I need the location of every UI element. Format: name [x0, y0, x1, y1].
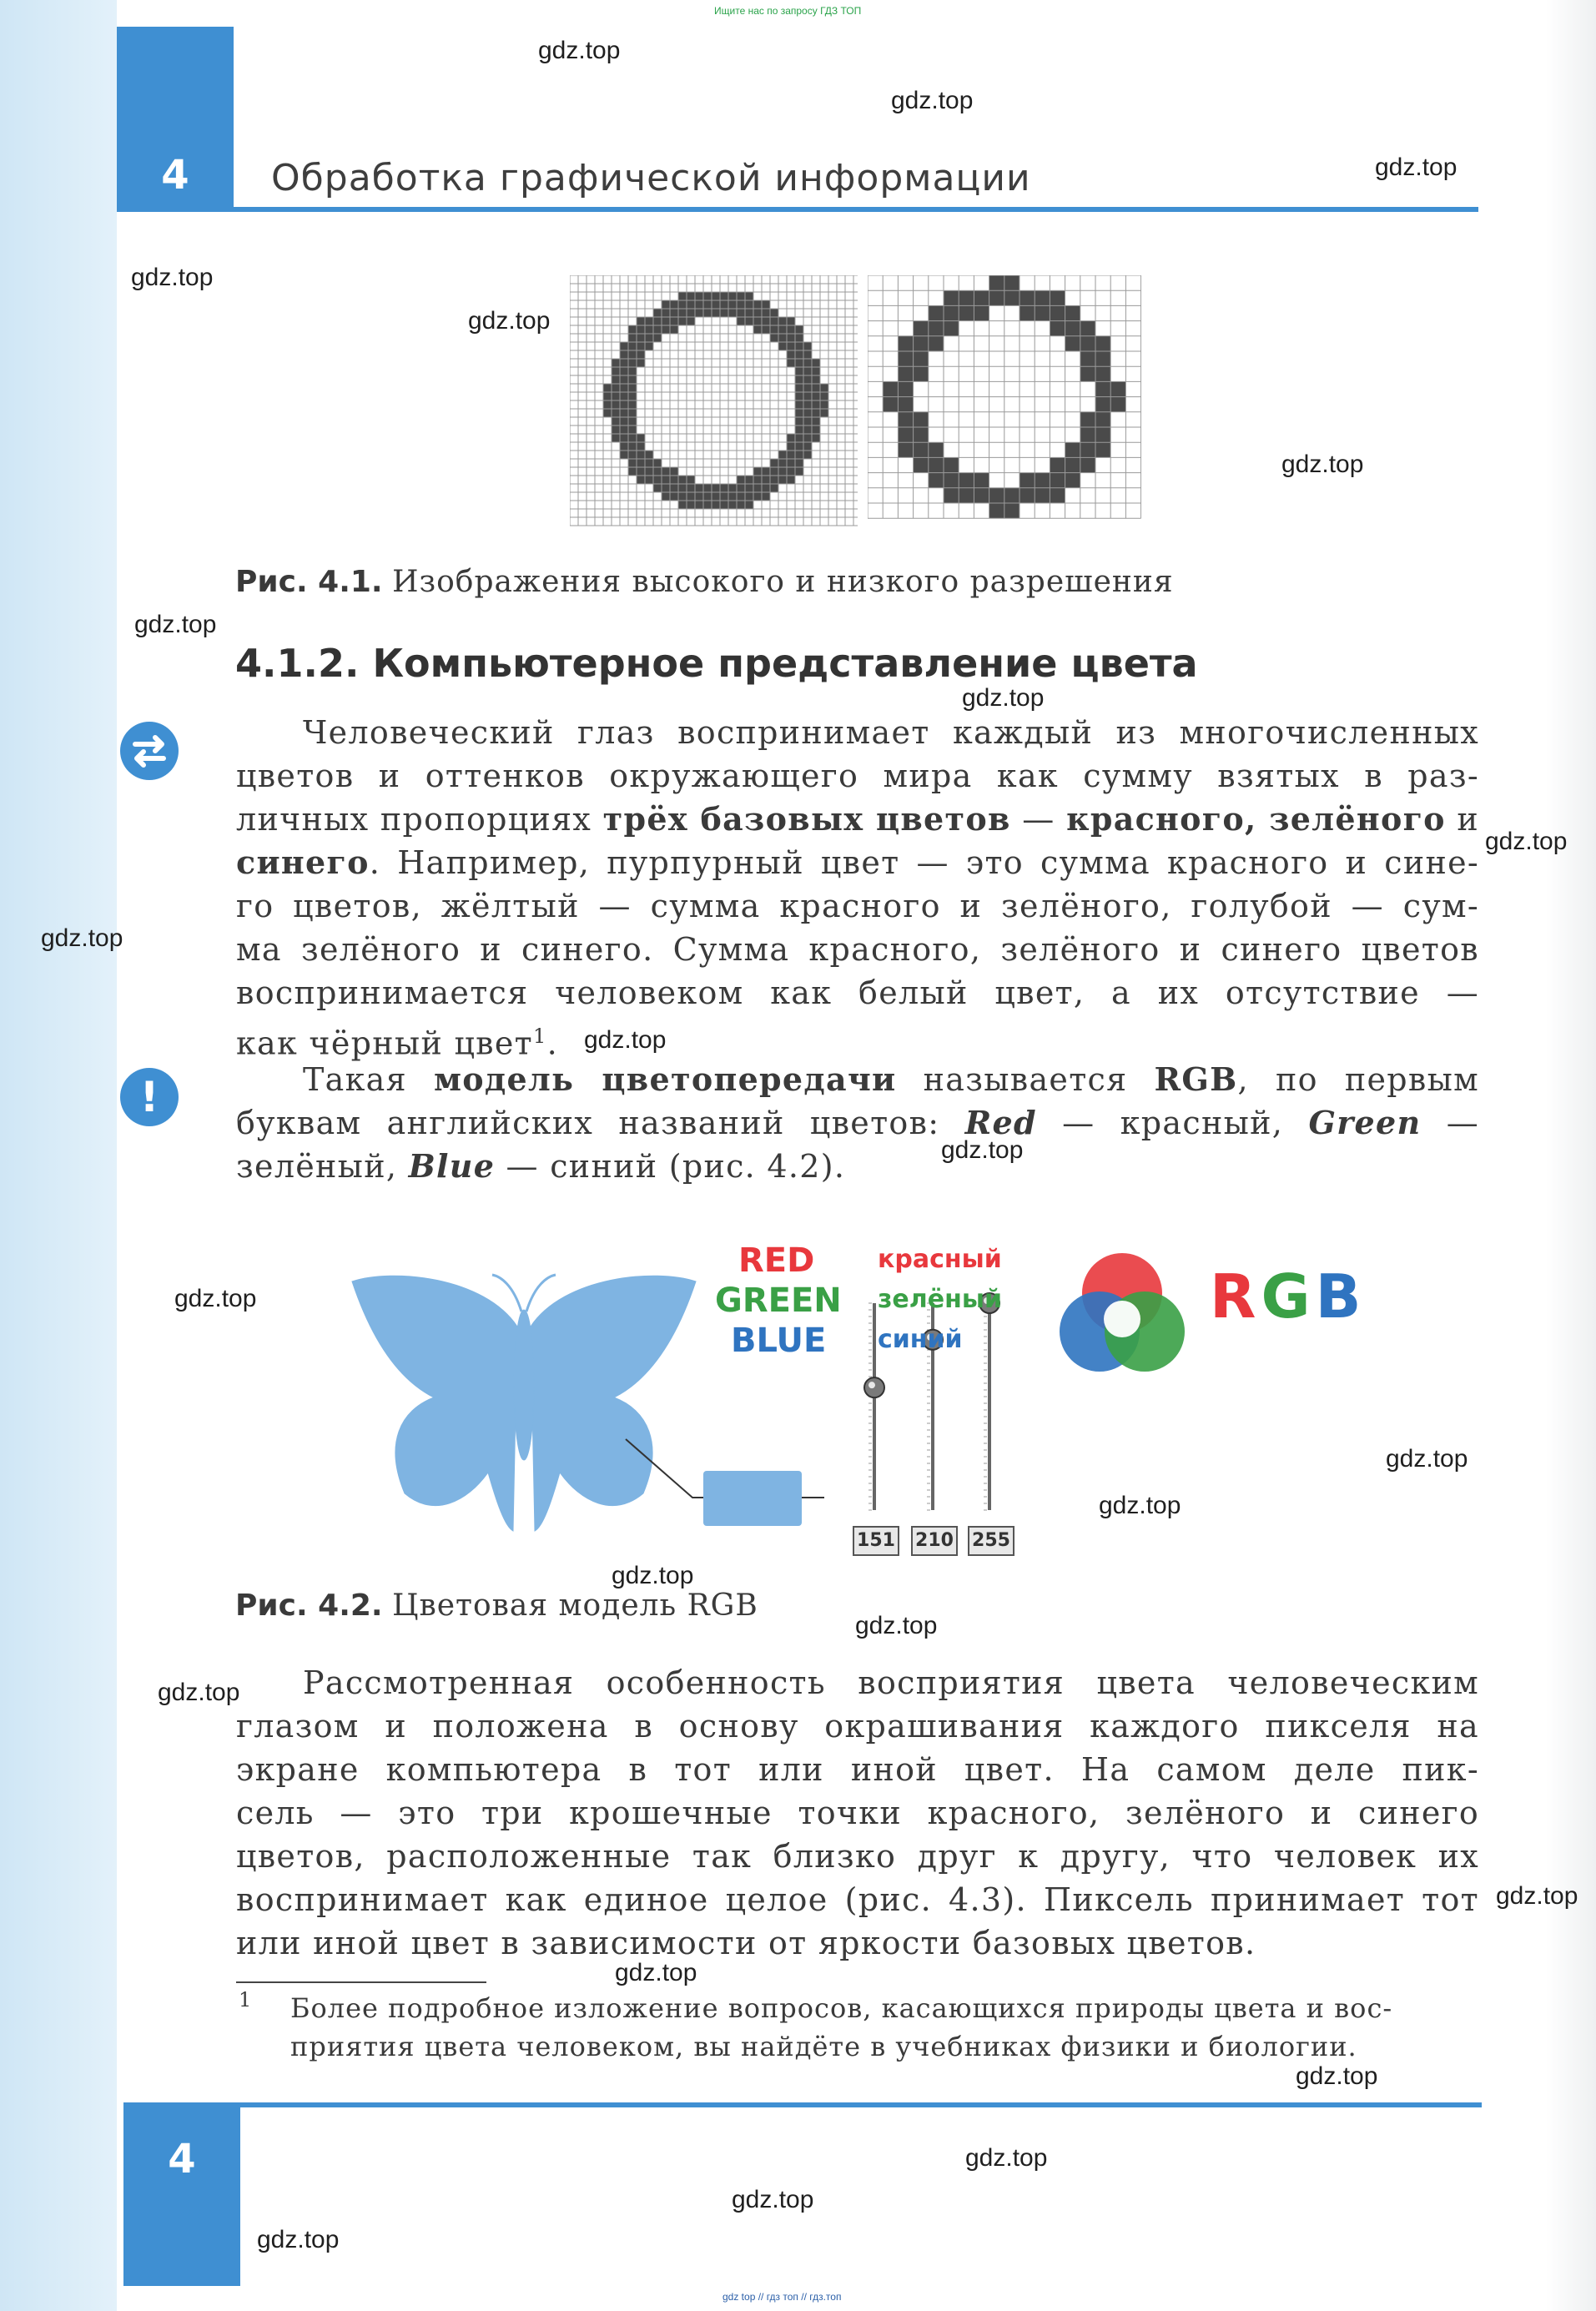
watermark: gdz.top	[1099, 1492, 1181, 1519]
chapter-title: Обработка графической информации	[271, 157, 1031, 199]
watermark: gdz.top	[1386, 1445, 1468, 1473]
slider-knob	[864, 1377, 884, 1397]
rgb-logo-letter: B	[1315, 1261, 1367, 1332]
para1-line-2: цветов и оттенков окружающего мира как сумму взятых в раз-	[236, 758, 1479, 794]
watermark: gdz.top	[962, 684, 1045, 712]
para2-line-1	[236, 1058, 1479, 1101]
footnote-ref: 1	[533, 1025, 547, 1048]
para3-line-1: Рассмотренная особенность восприятия цвета человеческим	[303, 1664, 1479, 1701]
watermark: gdz.top	[158, 1679, 240, 1706]
watermark: gdz.top	[1281, 451, 1364, 478]
watermark: gdz.top	[1296, 2062, 1378, 2090]
page-margin-strip	[0, 0, 117, 2311]
watermark: gdz.top	[468, 307, 551, 335]
chapter-tab	[117, 27, 234, 210]
figure-4-2-text: Цветовая модель RGB	[392, 1588, 758, 1623]
footnote-line-1: Более подробное изложение вопросов, касающихся природы цвета и вос-	[290, 1992, 1393, 2024]
bottom-notice: gdz top // гдз топ // гдз.топ	[722, 2291, 842, 2303]
watermark: gdz.top	[965, 2144, 1048, 2172]
slider-knob-highlight	[868, 1382, 875, 1388]
slider-value-blue: 255	[968, 1526, 1014, 1556]
para2-line-2-a: буквам английских названий цветов:	[236, 1105, 965, 1141]
para1-line-8-end: .	[546, 1025, 558, 1062]
word-krasny: красный	[878, 1245, 1002, 1274]
color-swatch	[703, 1471, 802, 1526]
watermark: gdz.top	[1375, 154, 1458, 181]
para2-line-1-e: , по первым	[1237, 1061, 1479, 1098]
para1-line-3	[236, 798, 1479, 841]
para1-line-5: го цветов, жёлтый — сумма красного и зелёного, голубой — сум-	[236, 888, 1479, 924]
para1-line-3-e: и	[1445, 801, 1479, 838]
rgb-logo-letter: R	[1210, 1261, 1261, 1332]
word-blue: BLUE	[731, 1322, 827, 1360]
footer-rule	[123, 2102, 1482, 2107]
para2-line-2	[236, 1101, 1479, 1145]
para1-line-8-text: как чёрный цвет	[236, 1025, 533, 1062]
para2-line-3-c: — синий (рис. 4.2).	[495, 1148, 846, 1185]
footnote-rule	[236, 1981, 486, 1983]
rgb-logo-letter: G	[1261, 1261, 1316, 1332]
para1-line-1: Человеческий глаз воспринимает каждый из многочисленных	[303, 714, 1479, 751]
watermark: gdz.top	[855, 1612, 938, 1639]
footer-page-number: 4	[168, 2136, 196, 2183]
para1-line-8	[236, 1015, 1479, 1062]
figure-4-1-label: Рис. 4.1.	[235, 565, 383, 599]
para3-line-5: цветов, расположенные так близко друг к другу, что человек их	[236, 1838, 1479, 1875]
paragraph-pixel-color	[236, 1661, 1479, 1965]
page-right-edge	[1546, 0, 1596, 2311]
watermark: gdz.top	[41, 924, 123, 952]
watermark: gdz.top	[174, 1285, 257, 1312]
blue-word: Blue	[408, 1147, 496, 1185]
high-resolution-grid	[570, 275, 858, 528]
para3-line-4: сель — это три крошечные точки красного, зелёного и синего	[236, 1795, 1479, 1831]
watermark: gdz.top	[257, 2226, 340, 2253]
para3-line-3: экране компьютера в тот или иной цвет. На самом деле пик-	[236, 1751, 1479, 1788]
watermark: gdz.top	[612, 1562, 694, 1589]
top-notice: Ищите нас по запросу ГДЗ ТОП	[714, 5, 862, 17]
watermark: gdz.top	[538, 37, 621, 64]
watermark: gdz.top	[732, 2186, 814, 2213]
color-model-term: модель цветопередачи	[433, 1060, 897, 1098]
chapter-number: 4	[161, 152, 189, 199]
watermark: gdz.top	[584, 1026, 667, 1054]
green-word: Green	[1308, 1104, 1422, 1141]
exchange-arrows-icon	[120, 722, 179, 780]
low-resolution-grid	[868, 275, 1141, 528]
header-rule	[117, 207, 1478, 212]
blue-term: синего	[236, 843, 370, 881]
watermark: gdz.top	[1496, 1882, 1578, 1910]
word-red: RED	[738, 1241, 815, 1280]
base-colors-term: трёх базовых цветов	[602, 800, 1011, 838]
para3-line-6: воспринимает как единое целое (рис. 4.3). Пиксель принимает тот	[236, 1881, 1479, 1918]
word-zeleny: зелёный	[878, 1285, 1002, 1314]
para3-line-7: или иной цвет в зависимости от яркости базовых цветов.	[236, 1925, 1256, 1961]
para2-line-3-a: зелёный,	[236, 1148, 409, 1185]
para2-line-3	[236, 1145, 1479, 1188]
red-green-term: красного, зелёного	[1066, 800, 1446, 838]
word-siny: синий	[878, 1325, 963, 1354]
para2-line-1-c: называется	[896, 1061, 1155, 1098]
para2-line-2-c: — красный,	[1036, 1105, 1309, 1141]
para1-line-4-b: . Например, пурпурный цвет — это сумма красного и сине-	[369, 844, 1479, 881]
footer-tab	[123, 2102, 240, 2286]
section-heading: 4.1.2. Компьютерное представление цвета	[235, 641, 1198, 686]
slider-value-green: 210	[911, 1526, 958, 1556]
para1-line-6: ма зелёного и синего. Сумма красного, зелёного и синего цветов	[236, 931, 1479, 968]
para3-line-2: глазом и положена в основу окрашивания каждого пикселя на	[236, 1708, 1479, 1745]
watermark: gdz.top	[615, 1959, 697, 1986]
low-resolution-circle-image	[868, 275, 1141, 528]
watermark: gdz.top	[891, 87, 974, 114]
figure-4-2-caption	[235, 1588, 758, 1623]
rgb-logo-text	[1210, 1261, 1366, 1332]
red-word: Red	[964, 1104, 1037, 1141]
watermark: gdz.top	[131, 264, 214, 291]
para2-line-1-a: Такая	[303, 1061, 434, 1098]
high-resolution-circle-image	[570, 275, 858, 528]
para1-line-7: воспринимается человеком как белый цвет, а их отсутствие —	[236, 974, 1479, 1011]
rgb-term: RGB	[1154, 1060, 1238, 1098]
footnote-line-2: приятия цвета человеком, вы найдёте в учебниках физики и биологии.	[290, 2031, 1357, 2062]
para2-line-2-e: —	[1421, 1105, 1479, 1141]
figure-4-1-text: Изображения высокого и низкого разрешения	[392, 565, 1174, 599]
rgb-logo-letters	[1210, 1261, 1366, 1332]
para1-line-3-a: личных пропорциях	[236, 801, 603, 838]
watermark: gdz.top	[941, 1136, 1024, 1164]
word-green: GREEN	[715, 1281, 842, 1320]
slider-value-red: 151	[853, 1526, 899, 1556]
figure-4-1-caption	[235, 565, 1174, 599]
paragraph-color-perception	[236, 711, 1479, 1062]
exclamation-icon: !	[120, 1068, 179, 1126]
footnote-mark: 1	[239, 1988, 253, 2011]
watermark: gdz.top	[134, 611, 217, 638]
rgb-circles-logo	[1060, 1253, 1185, 1372]
watermark: gdz.top	[1485, 828, 1568, 855]
butterfly-image	[352, 1275, 696, 1531]
paragraph-rgb-model	[236, 1058, 1479, 1188]
para1-line-3-c: —	[1010, 801, 1067, 838]
para1-line-4	[236, 841, 1479, 884]
figure-4-2-label: Рис. 4.2.	[235, 1588, 383, 1623]
